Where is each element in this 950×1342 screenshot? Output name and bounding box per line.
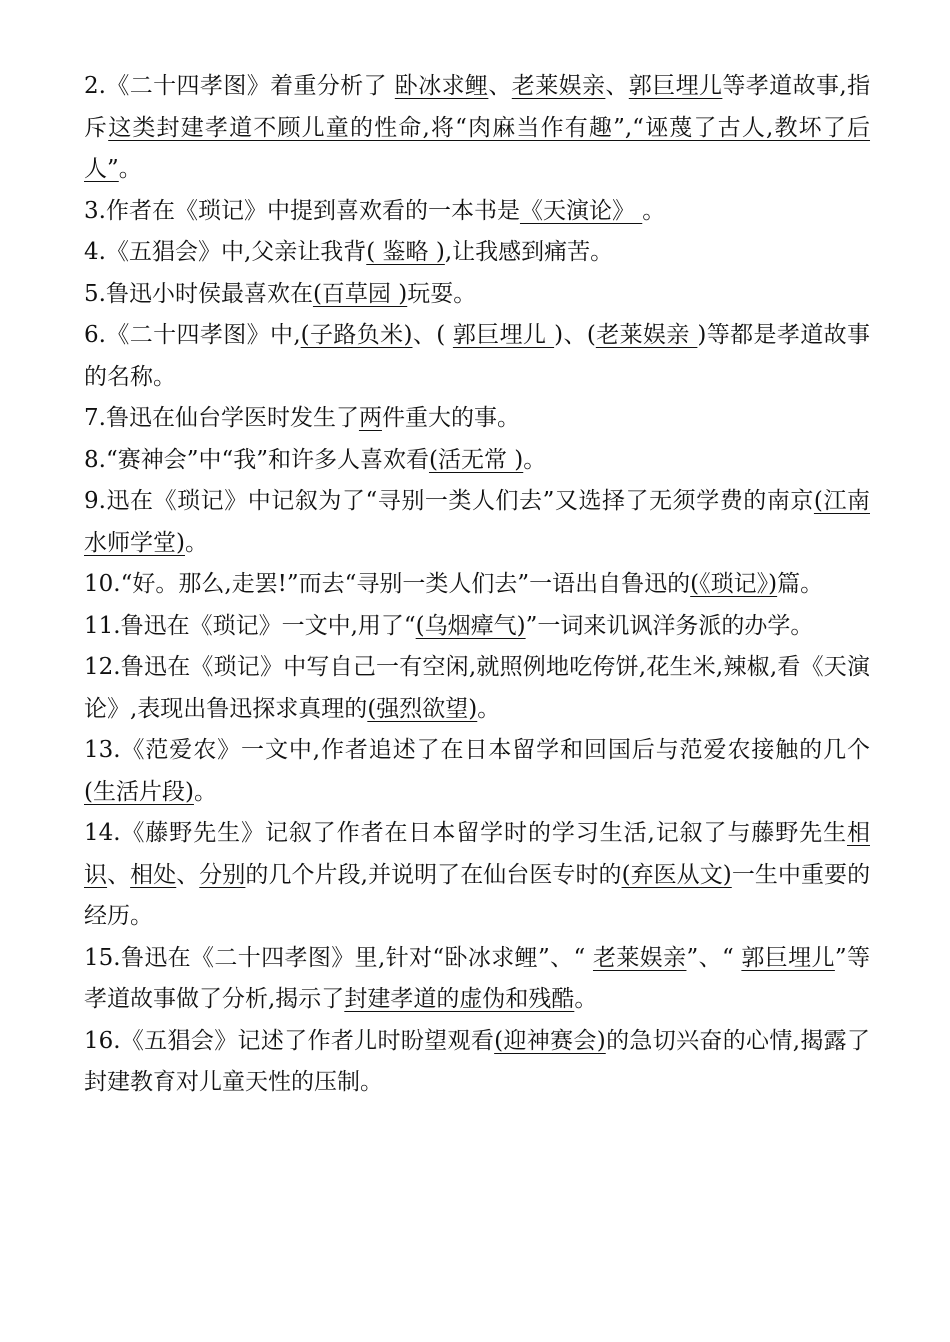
question-text: 10.“好。那么,走罢!”而去“寻别一类人们去”一语出自鲁迅的: [84, 571, 691, 597]
question-item: [84, 274, 870, 316]
answer-text: 郭巨埋儿: [628, 73, 723, 99]
answer-text: 相处: [130, 861, 177, 888]
question-text: 2.《二十四孝图》着重分析了: [84, 73, 395, 99]
answer-text: 老莱娱亲: [511, 73, 606, 99]
answer-text: 《天演论》: [519, 197, 643, 224]
question-item: [84, 730, 870, 813]
question-text: 。: [523, 446, 547, 473]
question-text: 7.鲁迅在仙台学医时发生了: [84, 405, 359, 431]
question-text: 11.鲁迅在《琐记》一文中,用了“: [84, 612, 416, 639]
answer-text: (强烈欲望): [367, 695, 478, 722]
question-text: 6.《二十四孝图》中,: [84, 322, 301, 348]
question-text: 9.迅在《琐记》中记叙为了“寻别一类人们去”又选择了无须学费的南京: [84, 488, 814, 514]
question-item: [84, 191, 870, 233]
question-text: 。: [642, 197, 666, 224]
question-text: ”、“: [686, 944, 742, 971]
question-text: 16.《五猖会》记述了作者儿时盼望观看: [84, 1027, 495, 1054]
answer-text: (乌烟瘴气): [415, 612, 526, 639]
question-text: )、(: [554, 322, 596, 348]
answer-text: 郭巨埋儿: [741, 944, 835, 971]
question-item: [84, 564, 870, 606]
answer-text: 封建孝道的虚伪和残酷: [344, 986, 575, 1012]
answer-text: 老莱娱亲: [592, 944, 687, 971]
answer-text: (活无常 ): [428, 446, 524, 473]
question-text: 3.作者在《琐记》中提到喜欢看的一本书是: [84, 197, 520, 224]
answer-text: (生活片段): [84, 778, 194, 805]
question-item: [84, 440, 870, 482]
question-text: 件重大的事。: [381, 405, 520, 431]
answer-text: (江南水师学堂): [84, 488, 870, 556]
question-item: [84, 232, 870, 274]
question-item: [84, 481, 870, 564]
answer-text: 两: [358, 405, 382, 431]
question-item: [84, 647, 870, 730]
question-text: 。: [193, 778, 217, 805]
question-text: 、: [176, 861, 200, 888]
question-item: [84, 1021, 870, 1104]
question-text: 、: [605, 73, 629, 99]
question-text: 13.《范爱农》一文中,作者追述了在日本留学和回国后与范爱农接触的几个: [84, 737, 870, 763]
question-item: [84, 66, 870, 191]
answer-text: 郭巨埋儿: [452, 322, 555, 348]
question-text: 、: [107, 861, 131, 888]
question-text: 4.《五猖会》中,父亲让我背: [84, 239, 367, 265]
question-item: [84, 938, 870, 1021]
answer-text: 这类封建孝道不顾儿童的性命,将“肉麻当作有趣”,“诬蔑了古人,教坏了后人”: [84, 114, 871, 182]
answer-text: ( 鉴略 ): [366, 239, 445, 265]
question-text: 的几个片段,并说明了在仙台医专时的: [245, 861, 622, 888]
question-text: 14.《藤野先生》记叙了作者在日本留学时的学习生活,记叙了与藤野先生: [84, 820, 847, 846]
question-item: [84, 398, 870, 440]
question-item: [84, 813, 870, 938]
question-text: ”等孝道故事做了分析,揭示了: [84, 944, 871, 1012]
question-text: 5.鲁迅小时侯最喜欢在: [84, 280, 313, 307]
answer-text: 相识: [84, 820, 870, 888]
question-text: 。: [477, 695, 501, 722]
question-text: 12.鲁迅在《琐记》中写自己一有空闲,就照例地吃侉饼,花生米,辣椒,看《天演论》,表现出鲁迅探求真理的: [84, 654, 870, 722]
answer-text: 老莱娱亲: [595, 322, 698, 348]
answer-text: (弃医从文): [621, 861, 732, 888]
question-text: 玩耍。: [407, 280, 477, 307]
answer-text: (迎神赛会): [494, 1027, 606, 1054]
question-list: [84, 66, 870, 1104]
question-text: 15.鲁迅在《二十四孝图》里,针对“卧冰求鲤”、“: [84, 944, 593, 971]
question-item: [84, 606, 870, 648]
question-text: 的急切兴奋的心情,揭露了封建教育对儿童天性的压制。: [84, 1027, 870, 1095]
question-text: 一生中重要的经历。: [84, 861, 871, 929]
answer-text: 分别: [199, 861, 246, 888]
question-text: 等孝道故事,指斥: [84, 73, 871, 141]
question-text: 。: [574, 986, 598, 1012]
question-text: 。: [118, 156, 142, 182]
question-text: ”一词来讥讽洋务派的办学。: [525, 612, 814, 639]
question-text: 、(: [412, 322, 453, 348]
question-text: 、: [488, 73, 512, 99]
answer-text: (子路负米): [300, 322, 413, 348]
answer-text: (百草园 ): [312, 280, 408, 307]
answer-text: (《琐记》): [690, 571, 778, 597]
question-text: 篇。: [777, 571, 824, 597]
question-item: [84, 315, 870, 398]
question-text: )等都是孝道故事的名称。: [84, 322, 870, 390]
question-text: ,让我感到痛苦。: [444, 239, 614, 265]
question-text: 8.“赛神会”中“我”和许多人喜欢看: [84, 446, 429, 473]
answer-text: 卧冰求鲤: [394, 73, 489, 99]
question-text: 。: [184, 529, 208, 556]
